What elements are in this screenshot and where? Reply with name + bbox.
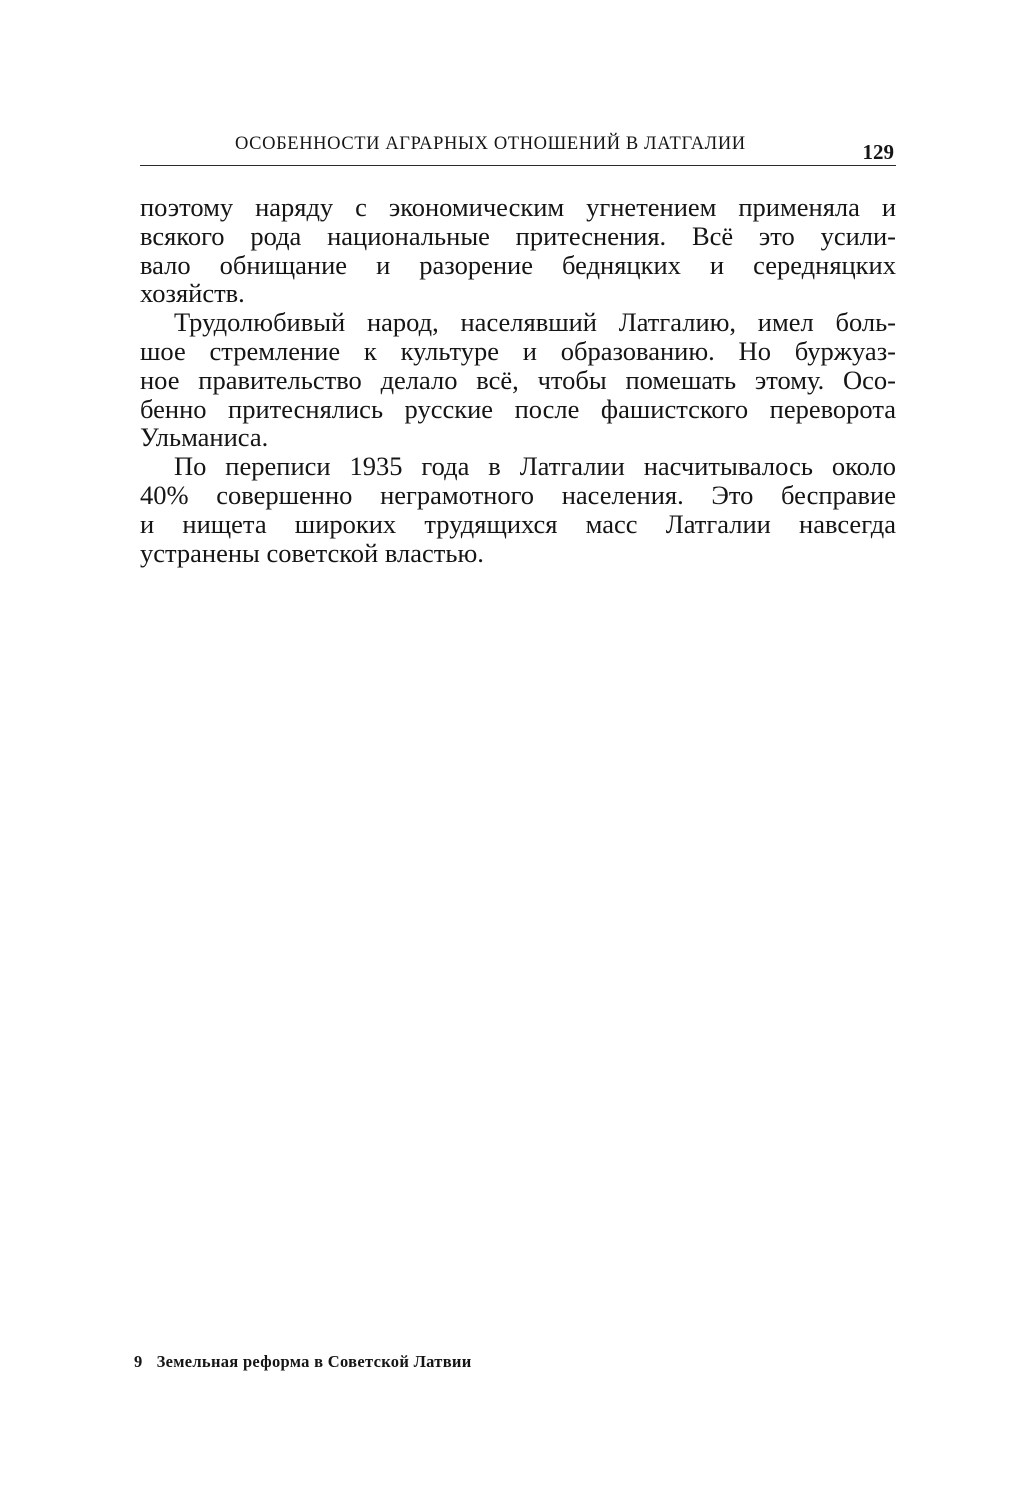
running-head-title: ОСОБЕННОСТИ АГРАРНЫХ ОТНОШЕНИЙ В ЛАТГАЛИИ: [235, 134, 746, 154]
text-line: По переписи 1935 года в Латгалии насчитывалось около: [174, 451, 896, 482]
text-line: всякого рода национальные притеснения. Всё это усили-: [140, 220, 896, 251]
signature-footer: [134, 1352, 472, 1372]
text-line: бенно притеснялись русские после фашистского переворота: [140, 393, 896, 424]
text-line: Трудолюбивый народ, населявший Латгалию, имел боль-: [174, 307, 896, 338]
signature-number: 9: [134, 1352, 143, 1371]
text-line: вало обнищание и разорение бедняцких и середняцких: [140, 249, 896, 280]
paragraph-2: [140, 308, 896, 452]
text-line: шое стремление к культуре и образованию. Но буржуаз-: [140, 335, 896, 366]
text-line: Ульманиса.: [140, 422, 269, 453]
paragraph-1: [140, 193, 896, 308]
header-rule: [140, 165, 896, 166]
text-line: хозяйств.: [140, 278, 245, 309]
text-line: 40% совершенно неграмотного населения. Это бесправие: [140, 479, 896, 510]
text-line: устранены советской властью.: [140, 537, 484, 568]
text-line: поэтому наряду с экономическим угнетением применяла и: [140, 192, 896, 222]
running-head: [140, 132, 896, 164]
text-line: ное правительство делало всё, чтобы помешать этому. Осо-: [140, 364, 896, 395]
text-line: и нищета широких трудящихся масс Латгалии навсегда: [140, 508, 896, 539]
body-text: [140, 193, 896, 567]
footer-book-title: Земельная реформа в Советской Латвии: [156, 1352, 472, 1371]
paragraph-3: [140, 452, 896, 567]
page-number: 129: [862, 140, 894, 164]
